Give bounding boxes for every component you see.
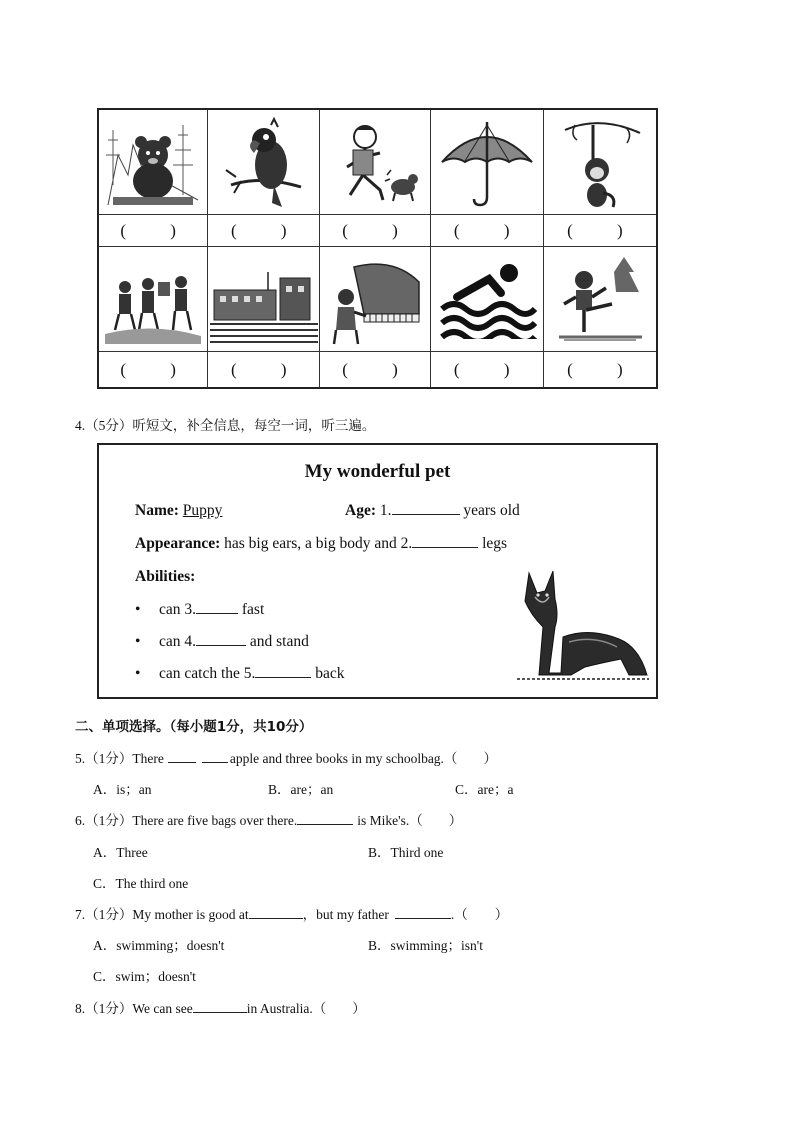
q5-blank-1[interactable] — [168, 750, 196, 763]
q6-blank[interactable] — [297, 812, 353, 825]
swimming-icon — [431, 247, 544, 352]
answer-blank-7[interactable]: ( ) — [208, 352, 320, 387]
q7-blank-2[interactable] — [395, 906, 451, 919]
piano-icon — [320, 247, 430, 352]
appearance-line: Appearance: has big ears, a big body and 2. legs — [135, 535, 508, 552]
blank-2[interactable] — [412, 535, 478, 548]
question-8: 8.（1分）We can see in Australia.（ ） — [75, 1001, 366, 1016]
ability-2: • can 4. and stand — [135, 633, 309, 650]
answer-blank-10[interactable]: ( ) — [567, 359, 643, 379]
q5-option-a[interactable]: A．is；an — [93, 782, 152, 797]
monkey-icon — [544, 110, 656, 215]
umbrella-icon — [431, 110, 544, 215]
parrot-icon — [208, 110, 320, 215]
answer-blank-6[interactable]: ( ) — [99, 352, 208, 387]
section-2-title: 二、单项选择。（每小题1分，共10分） — [75, 719, 313, 735]
children-icon — [99, 247, 208, 352]
running-boy-icon — [320, 110, 430, 215]
pet-info-card — [97, 443, 658, 699]
q5-blank-2[interactable] — [202, 750, 228, 763]
q5-option-b[interactable]: B．are；an — [268, 782, 334, 797]
q8-blank[interactable] — [193, 1000, 247, 1013]
q7-blank-1[interactable] — [249, 906, 303, 919]
blank-1[interactable] — [392, 502, 460, 515]
q7-option-c[interactable]: C．swim；doesn't — [93, 969, 196, 984]
kicking-boy-icon — [544, 247, 656, 352]
name-line: Name: Puppy — [135, 502, 223, 519]
answer-blank-9[interactable]: ( ) — [431, 352, 544, 387]
age-line: Age: 1. years old — [345, 502, 520, 519]
ability-1: • can 3. fast — [135, 601, 265, 618]
bear-icon — [99, 110, 208, 215]
q6-option-a[interactable]: A．Three — [93, 845, 148, 860]
q5-option-c[interactable]: C．are；a — [455, 782, 514, 797]
q6-option-c[interactable]: C．The third one — [93, 876, 189, 891]
question-4: 4.（5分）听短文，补全信息，每空一词，听三遍。 — [75, 418, 376, 433]
question-7: 7.（1分）My mother is good at ，but my father .（ ） — [75, 907, 509, 922]
picture-grid — [97, 108, 658, 389]
q6-option-b[interactable]: B．Third one — [368, 845, 444, 860]
answer-blank-3[interactable]: ( ) — [320, 215, 430, 247]
card-title: My wonderful pet — [304, 461, 451, 482]
q7-option-b[interactable]: B．swimming；isn't — [368, 938, 483, 953]
blank-3[interactable] — [196, 601, 238, 614]
ability-3: • can catch the 5. back — [135, 665, 345, 682]
answer-blank-2[interactable]: ( ) — [208, 215, 320, 247]
question-5: 5.（1分）There apple and three books in my schoolbag.（ ） — [75, 751, 497, 766]
answer-blank-4[interactable]: ( ) — [431, 215, 544, 247]
abilities-label: Abilities: — [135, 568, 196, 585]
dog-icon — [509, 567, 654, 690]
answer-blank-8[interactable]: ( ) — [320, 352, 430, 387]
blank-4[interactable] — [196, 633, 246, 646]
answer-blank-5[interactable]: ( ) — [544, 215, 656, 247]
answer-blank-1[interactable]: ( ) — [99, 215, 208, 247]
building-icon — [208, 247, 320, 352]
question-6: 6.（1分）There are five bags over there. is Mike's.（ ） — [75, 813, 463, 828]
pet-name: Puppy — [182, 502, 223, 519]
blank-5[interactable] — [255, 665, 311, 678]
q7-option-a[interactable]: A．swimming；doesn't — [93, 938, 225, 953]
